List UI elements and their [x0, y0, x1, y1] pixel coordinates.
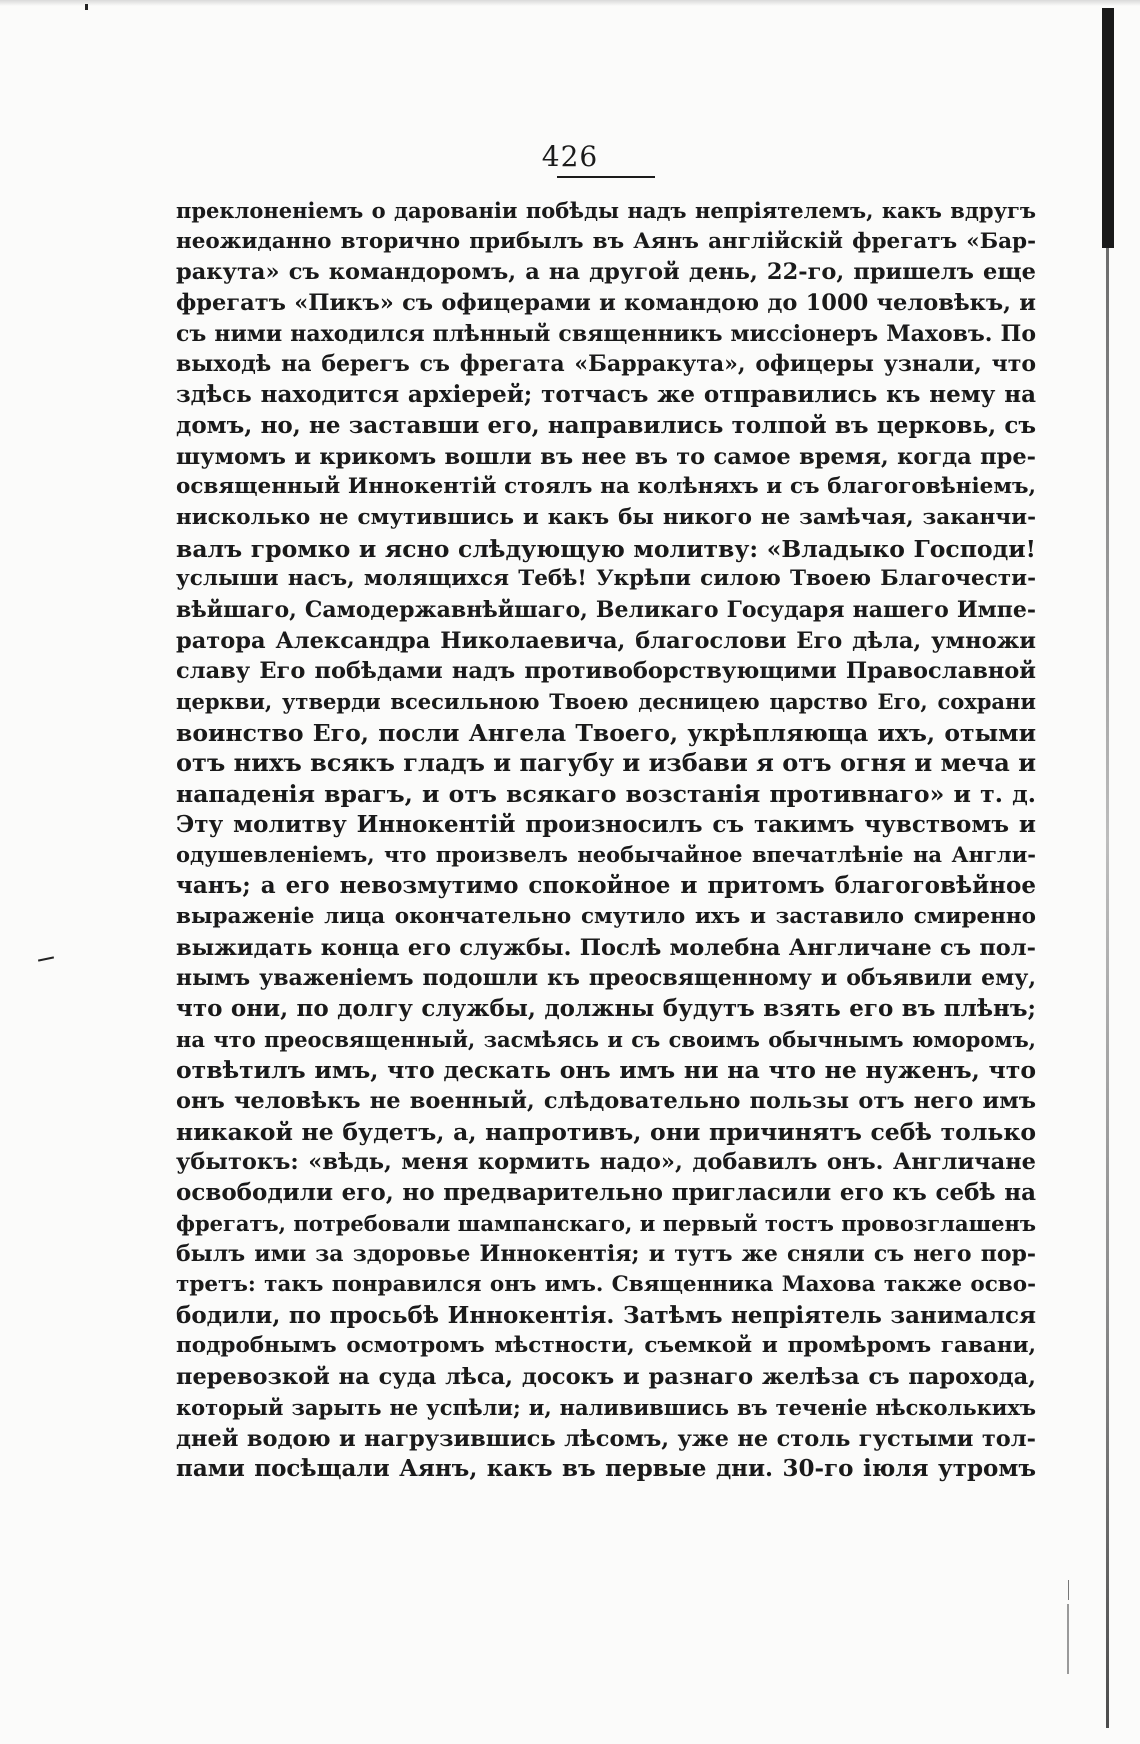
text-line: освободили его, но предварительно пригласили его къ себѣ на [176, 1179, 1036, 1206]
text-line: вѣйшаго, Самодержавнѣйшаго, Великаго Государя нашего Импе- [176, 596, 1036, 623]
text-line: ракута» съ командоромъ, а на другой день, 22-го, пришелъ еще [176, 259, 1036, 286]
scan-edge-top [0, 0, 1140, 6]
text-line: неожиданно вторично прибылъ въ Аянъ англійскій фрегатъ «Бар- [176, 228, 1036, 254]
text-line: славу Его побѣдами надъ противоборствующими Православной [176, 658, 1036, 685]
text-line: выраженіе лица окончательно смутило ихъ и заставило смиренно [176, 903, 1036, 929]
text-line: пами посѣщали Аянъ, какъ въ первые дни. 30-го іюля утромъ [176, 1455, 1036, 1483]
page-number-underline [557, 176, 655, 178]
text-line: домъ, но, не заставши его, направились толпой въ церковь, съ [176, 411, 1036, 439]
text-line: перевозкой на суда лѣса, досокъ и разнаго желѣза съ парохода, [176, 1364, 1036, 1391]
text-line: здѣсь находится архіерей; тотчасъ же отправились къ нему на [176, 381, 1036, 409]
scan-speck [85, 4, 88, 10]
text-line: бодили, по просьбѣ Иннокентія. Затѣмъ непріятель занимался [176, 1301, 1036, 1329]
text-line: дней водою и нагрузившись лѣсомъ, уже не столь густыми тол- [176, 1425, 1036, 1452]
text-line: освященный Иннокентій стоялъ на колѣняхъ и съ благоговѣніемъ, [176, 474, 1036, 500]
text-line: ратора Александра Николаевича, благослови Его дѣла, умножи [176, 627, 1036, 654]
text-line: подробнымъ осмотромъ мѣстности, съемкой и промѣромъ гавани, [176, 1333, 1036, 1359]
body-text [176, 196, 1036, 1485]
margin-mark [38, 956, 54, 961]
text-line: нымъ уваженіемъ подошли къ преосвященному и объявили ему, [176, 965, 1036, 992]
scan-edge-mark [1068, 1580, 1069, 1600]
text-line: нападенія врагъ, и отъ всякаго возстанія противнаго» и т. д. [176, 780, 1036, 809]
text-line: что они, по долгу службы, должны будутъ взять его въ плѣнъ; [176, 994, 1036, 1022]
page-number: 426 [541, 140, 599, 173]
text-line: фрегатъ «Пикъ» съ офицерами и командою до 1000 человѣкъ, и [176, 290, 1036, 317]
scan-edge-mark [1067, 1604, 1069, 1674]
text-line: чанъ; а его невозмутимо спокойное и притомъ благоговѣйное [176, 872, 1036, 900]
text-line: отвѣтилъ имъ, что дескать онъ имъ ни на что не нуженъ, что [176, 1056, 1036, 1085]
text-line: валъ громко и ясно слѣдующую молитву: «Владыко Господи! [176, 534, 1036, 563]
text-line: былъ ими за здоровье Иннокентія; и тутъ же сняли съ него пор- [176, 1241, 1036, 1268]
text-line: съ ними находился плѣнный священникъ миссіонеръ Маховъ. По [176, 320, 1036, 347]
text-line: преклоненіемъ о дарованіи побѣды надъ непріятелемъ, какъ вдругъ [176, 198, 1036, 223]
text-line: на что преосвященный, засмѣясь и съ своимъ обычнымъ юморомъ, [176, 1026, 1036, 1052]
text-line: убытокъ: «вѣдь, меня кормить надо», добавилъ онъ. Англичане [176, 1149, 1036, 1176]
scan-binding-shadow [1102, 8, 1114, 248]
text-line: третъ: такъ понравился онъ имъ. Священника Махова также осво- [176, 1272, 1036, 1298]
text-line: фрегатъ, потребовали шампанскаго, и первый тостъ провозглашенъ [176, 1210, 1036, 1236]
text-line: услыши насъ, молящихся Тебѣ! Укрѣпи силою Твоею Благочести- [176, 566, 1036, 592]
text-line: нисколько не смутившись и какъ бы никого не замѣчая, заканчи- [176, 504, 1036, 530]
text-line: выжидать конца его службы. Послѣ молебна Англичане съ пол- [176, 934, 1036, 961]
text-line: отъ нихъ всякъ гладъ и пагубу и избави я отъ огня и меча и [176, 748, 1036, 778]
text-line: выходѣ на берегъ съ фрегата «Барракута», офицеры узнали, что [176, 351, 1036, 378]
text-line: воинство Его, посли Ангела Твоего, укрѣпляюща ихъ, отыми [176, 718, 1036, 747]
text-line: церкви, утверди всесильною Твоею десницею царство Его, сохрани [176, 689, 1036, 714]
text-line: шумомъ и крикомъ вошли въ нее въ то самое время, когда пре- [176, 443, 1036, 470]
text-line: онъ человѣкъ не военный, слѣдовательно пользы отъ него имъ [176, 1087, 1036, 1114]
scan-edge-line [1106, 248, 1109, 1728]
text-line: никакой не будетъ, а, напротивъ, они причинятъ себѣ только [176, 1117, 1036, 1146]
text-line: который зарыть не успѣли; и, наливившись въ теченіе нѣсколькихъ [176, 1394, 1036, 1420]
text-line: одушевленіемъ, что произвелъ необычайное впечатлѣніе на Англи- [176, 842, 1036, 868]
text-line: Эту молитву Иннокентій произносилъ съ такимъ чувствомъ и [176, 810, 1036, 838]
